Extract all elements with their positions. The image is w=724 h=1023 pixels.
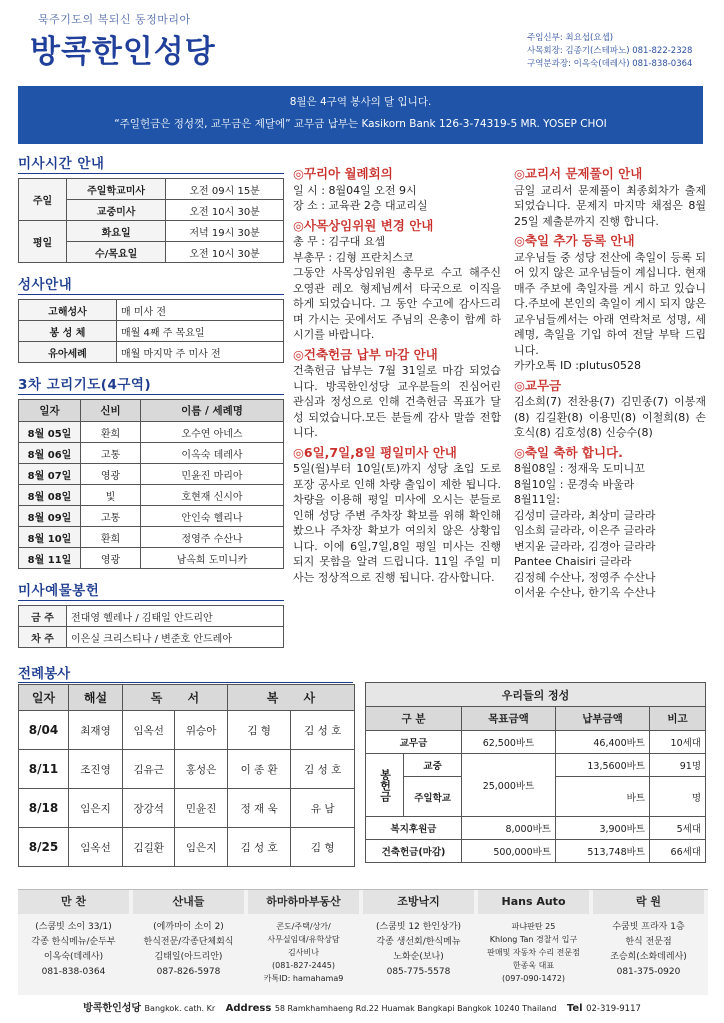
footer-address-label: Address xyxy=(225,1003,272,1014)
staff-line: 구역분과장: 이옥숙(데레사) 081-838-0364 xyxy=(527,59,693,69)
giving-target: 25,000바트 xyxy=(462,754,556,817)
middle-column xyxy=(293,162,501,589)
notice-text: 그동안 사목상임위원 총무로 수고 해주신 오영관 레오 형제님께서 타국으로 이직을 하게 되었습니다. 그 동안 수고에 감사드리며 가시는 곳에서도 주님의 은총이 함께 하시기를 바랍니다. xyxy=(293,266,501,341)
ad-name: 하마하마부동산 xyxy=(248,890,359,914)
notice-text: 일 시 : 8월04일 오전 9시 xyxy=(293,183,417,197)
notice-text: 부총무 : 김형 프란치스코 xyxy=(293,250,414,264)
subtitle: 묵주기도의 복되신 동정마리아 xyxy=(38,13,191,26)
rosary-date: 8월 09일 xyxy=(19,506,81,527)
giving-paid: 513,748바트 xyxy=(556,840,650,863)
ad-line: 수쿰빗 프라자 1층 xyxy=(612,922,685,932)
schedule-row xyxy=(19,828,355,867)
sacrament-title: 성사안내 xyxy=(18,273,284,295)
notice-text: 김정혜 수산나, 정영주 수산나 xyxy=(514,570,656,584)
schedule-header-part: 사 xyxy=(303,691,316,705)
schedule-header xyxy=(227,685,354,711)
staff-line: 주임신부: 최요섭(요셉) xyxy=(527,33,614,43)
sacrament-name: 유아세례 xyxy=(19,342,117,363)
notice-title: ◎축일 축하 합니다. xyxy=(514,444,623,460)
banner-line: 8월은 4구역 봉사의 달 입니다. xyxy=(289,96,432,108)
rosary-person: 호현재 신시아 xyxy=(141,485,284,506)
ad-line: (에까마이 소이 2) xyxy=(153,922,224,932)
schedule-commentator: 최재영 xyxy=(69,711,123,750)
notice-title: ◎축일 추가 등록 안내 xyxy=(514,233,635,248)
giving-note: 10세대 xyxy=(650,731,706,754)
rosary-mystery: 고통 xyxy=(81,506,141,527)
schedule-header-part: 서 xyxy=(187,691,200,705)
schedule-reader: 민윤진 xyxy=(175,789,227,828)
rosary-date: 8월 07일 xyxy=(19,464,81,485)
rosary-mystery: 환희 xyxy=(81,527,141,548)
mass-time: 오전 09시 15분 xyxy=(166,179,284,200)
notice-text: 총 무 : 김구대 요셉 xyxy=(293,235,386,248)
rosary-mystery: 빛 xyxy=(81,485,141,506)
rosary-date: 8월 11일 xyxy=(19,548,81,569)
rosary-mystery: 영광 xyxy=(81,464,141,485)
rosary-row xyxy=(19,443,284,464)
ad-line: 노화순(보나) xyxy=(393,952,444,962)
rosary-header: 일자 xyxy=(19,400,81,422)
ad-block xyxy=(478,890,589,996)
notice-banner xyxy=(18,86,703,144)
schedule-server: 김 성 호 xyxy=(291,711,355,750)
rosary-header: 이름 / 세례명 xyxy=(141,400,284,422)
ad-line: 김태일(아드리안) xyxy=(154,952,223,962)
schedule-reader: 임옥선 xyxy=(123,711,175,750)
schedule-server: 정 재 욱 xyxy=(227,789,291,828)
ad-line: 카톡ID: hamahama9 xyxy=(263,974,344,983)
schedule-commentator: 임은지 xyxy=(69,789,123,828)
schedule-reader: 위승아 xyxy=(175,711,227,750)
giving-note: 5세대 xyxy=(650,817,706,840)
schedule-header: 해설 xyxy=(69,685,123,711)
giving-header: 비고 xyxy=(650,707,706,731)
ad-line: 김사비나 xyxy=(288,948,319,957)
page-title: 방콕한인성당 xyxy=(30,34,216,70)
ad-name: 락 원 xyxy=(593,890,704,914)
ad-line: 081-838-0364 xyxy=(41,967,106,977)
ad-line: 각종 생선회/한식메뉴 xyxy=(376,937,461,947)
offertory-label: 차 주 xyxy=(19,627,67,648)
giving-title: 우리들의 정성 xyxy=(366,683,706,707)
notice-text: 김소희(7) 전찬용(7) 김민종(7) 이봉재(8) 김길환(8) 이용민(8) 이철희(8) 손호식(8) 김호성(8) 신승수(8) xyxy=(514,395,706,439)
giving-target: 8,000바트 xyxy=(462,817,556,840)
giving-target: 500,000바트 xyxy=(462,840,556,863)
rosary-date: 8월 06일 xyxy=(19,443,81,464)
ad-line: 판매및 자동차 수리 전문점 xyxy=(487,948,580,957)
notice-title: ◎6일,7일,8일 평일미사 안내 xyxy=(293,444,457,460)
giving-header: 납부금액 xyxy=(556,707,650,731)
rosary-row xyxy=(19,548,284,569)
rosary-row xyxy=(19,527,284,548)
ad-name: Hans Auto xyxy=(478,890,589,914)
notice-text: 변지윤 글라라, 김경아 글라라 xyxy=(514,539,656,553)
left-column xyxy=(18,152,284,648)
ad-line: 콘도/주택/상가/ xyxy=(276,922,331,931)
rosary-mystery: 고통 xyxy=(81,443,141,464)
footer-site: Bangkok. cath. Kr xyxy=(144,1004,216,1013)
giving-paid: 13,5600바트 xyxy=(556,754,650,777)
ad-line: 이옥숙(데레사) xyxy=(43,952,104,962)
ad-line: 087-826-5978 xyxy=(156,967,221,977)
rosary-mystery: 환희 xyxy=(81,422,141,443)
rosary-person: 이옥숙 데레사 xyxy=(141,443,284,464)
ad-block xyxy=(18,890,129,996)
notice-text: 교우님들 중 성당 전산에 축일이 등록 되어 있지 않은 교우님들이 계십니다. 현재 매주 주보에 축일자를 게시 하고 있습니다.주보에 본인의 축일이 게시 되지 않은 교우님들께서는 아래 연락처로 성명, 세례명, 축일을 기입 하여 전달 부탁 드립니다. xyxy=(514,250,706,357)
ad-line: 조승희(소화데레사) xyxy=(610,952,687,962)
footer-name: 방콕한인성당 xyxy=(83,1003,142,1014)
mass-name: 주일학교미사 xyxy=(67,179,166,200)
ad-line: 사무실임대/유학상담 xyxy=(267,935,340,944)
giving-target: 62,500바트 xyxy=(462,731,556,754)
rosary-person: 민윤진 마리아 xyxy=(141,464,284,485)
notice-text: 장 소 : 교육관 2층 대교리실 xyxy=(293,199,428,212)
notice-title: ◎교리서 문제풀이 안내 xyxy=(514,166,643,181)
schedule-commentator: 조진영 xyxy=(69,750,123,789)
schedule-row xyxy=(19,789,355,828)
ad-line: (081-827-2445) xyxy=(272,961,335,970)
rosary-row xyxy=(19,422,284,443)
notice-text: 건축헌금 납부는 7월 31일로 마감 되었습니다. 방콕한인성당 교우분들의 진심어린 관심과 정성으로 인해 건축헌금 목표가 달성 되었습니다.모든 분들께 감사 말씀 전합니다. xyxy=(293,364,501,439)
giving-category: 교무금 xyxy=(366,731,462,754)
schedule-server: 김 형 xyxy=(291,828,355,867)
rosary-table xyxy=(18,399,284,569)
schedule-server: 이 종 환 xyxy=(227,750,291,789)
notice-title: ◎사목상임위원 변경 안내 xyxy=(293,217,434,233)
schedule-header xyxy=(123,685,228,711)
rosary-row xyxy=(19,464,284,485)
schedule-commentator: 임옥선 xyxy=(69,828,123,867)
giving-note: 66세대 xyxy=(650,840,706,863)
giving-category: 복지후원금 xyxy=(366,817,462,840)
ad-line: Khlong Tan 경찰서 입구 xyxy=(489,935,578,944)
ad-block xyxy=(363,890,474,996)
ad-line: 파냐판탄 25 xyxy=(511,922,556,931)
rosary-date: 8월 05일 xyxy=(19,422,81,443)
rosary-row xyxy=(19,485,284,506)
sacrament-name: 봉 성 체 xyxy=(19,321,117,342)
sacrament-table xyxy=(18,299,284,363)
rosary-person: 안인숙 헬리나 xyxy=(141,506,284,527)
rosary-person: 정영주 수산나 xyxy=(141,527,284,548)
ad-line: 한식 전문점 xyxy=(625,937,672,947)
ad-line: (스쿰빗 소이 33/1) xyxy=(35,922,112,932)
giving-paid: 46,400바트 xyxy=(556,731,650,754)
mass-time: 오전 10시 30분 xyxy=(166,200,284,221)
schedule-header-part: 독 xyxy=(150,691,163,705)
ad-line: 081-375-0920 xyxy=(616,967,681,977)
notice-text: Pantee Chaisiri 글라라 xyxy=(514,555,632,568)
mass-group: 평일 xyxy=(19,221,67,263)
mass-name: 화요일 xyxy=(67,221,166,242)
offertory-names: 이은실 크리스티나 / 변준호 안드레아 xyxy=(67,627,284,648)
schedule-server: 김 성 호 xyxy=(227,828,291,867)
schedule-reader: 김유근 xyxy=(123,750,175,789)
offertory-label: 금 주 xyxy=(19,606,67,627)
schedule-row xyxy=(19,711,355,750)
notice-text: 금일 교리서 문제풀이 최종회차가 출제 되었습니다. 문제지 마지막 채점은 8월25일 제출분까지 진행 합니다. xyxy=(514,183,706,228)
notice-title: ◎교무금 xyxy=(514,377,562,393)
schedule-reader: 김길환 xyxy=(123,828,175,867)
ad-line: 한종욱 대표 xyxy=(512,961,555,970)
rosary-mystery: 영광 xyxy=(81,548,141,569)
sacrament-desc: 매월 4째 주 목요일 xyxy=(117,321,284,342)
schedule-header: 일자 xyxy=(19,685,69,711)
mass-time: 저녁 19시 30분 xyxy=(166,221,284,242)
schedule-date: 8/25 xyxy=(19,828,69,867)
ad-block xyxy=(133,890,244,996)
rosary-date: 8월 10일 xyxy=(19,527,81,548)
giving-category: 주일학교 xyxy=(404,777,462,817)
mass-table xyxy=(18,178,284,263)
schedule-reader: 임은지 xyxy=(175,828,227,867)
rosary-header: 신비 xyxy=(81,400,141,422)
rosary-date: 8월 08일 xyxy=(19,485,81,506)
schedule-table xyxy=(18,684,355,867)
mass-name: 수/목요일 xyxy=(67,242,166,263)
schedule-reader: 홍성은 xyxy=(175,750,227,789)
giving-note: 91명 xyxy=(650,754,706,777)
ad-block xyxy=(248,890,359,996)
offertory-names: 전대영 헬레나 / 김태일 안드리안 xyxy=(67,606,284,627)
ad-line: 각종 한식메뉴/순두부 xyxy=(31,937,116,947)
mass-title: 미사시간 안내 xyxy=(18,152,284,174)
banner-line: “주일헌금은 정성껏, 교무금은 제달에” 교무금 납부는 Kasikorn Bank 126-3-74319-5 MR. YOSEP CHOI xyxy=(114,118,607,130)
schedule-server: 유 남 xyxy=(291,789,355,828)
offertory-table xyxy=(18,605,284,648)
notice-text: 8월08일 : 정재욱 도미니꼬 xyxy=(514,462,645,475)
giving-table xyxy=(365,682,706,863)
schedule-row xyxy=(19,750,355,789)
giving-category: 건축헌금(마감) xyxy=(366,840,462,863)
ad-line: (스쿰빗 12 한인상가) xyxy=(375,922,462,932)
offertory-title: 미사예물봉헌 xyxy=(18,579,284,601)
notice-text: 김성미 글라라, 최상미 글라라 xyxy=(514,508,656,522)
ads-strip xyxy=(18,889,708,995)
mass-name: 교중미사 xyxy=(67,200,166,221)
schedule-date: 8/04 xyxy=(19,711,69,750)
footer-address: 58 Ramkhamhaeng Rd.22 Huamak Bangkapi Bangkok 10240 Thailand xyxy=(274,1004,557,1013)
mass-group: 주일 xyxy=(19,179,67,221)
schedule-date: 8/18 xyxy=(19,789,69,828)
ad-line: 085-775-5578 xyxy=(386,967,451,977)
staff-line: 사목회장: 김종기(스테파노) 081-822-2328 xyxy=(527,46,693,56)
notice-text: 5일(월)부터 10일(토)까지 성당 초입 도로 포장 공사로 인해 차량 출입이 제한 됩니다. 차량을 이용해 평일 미사에 오시는 분들로 인해 성당 주변 주차장 확보를 위해 확인해 봤으나 주차장 확보가 여의치 않은 상황입니다. 이에 6일,7일,8일 평일 미사는 진행 되지 못함을 알려 드립니다. 11일 주일 미사는 정상적으로 진행 됩니다. 감사합니다. xyxy=(293,462,501,584)
footer-tel-label: Tel xyxy=(566,1003,583,1014)
giving-category: 교중 xyxy=(404,754,462,777)
rosary-row xyxy=(19,506,284,527)
notice-text: 이서윤 수산나, 한기옥 수산나 xyxy=(514,586,656,599)
mass-time: 오전 10시 30분 xyxy=(166,242,284,263)
right-column xyxy=(514,162,706,605)
ad-name: 산내들 xyxy=(133,890,244,914)
notice-text: 8월11일: xyxy=(514,493,560,506)
notice-text: 카카오톡 ID :plutus0528 xyxy=(514,359,641,372)
giving-note: 명 xyxy=(650,777,706,817)
giving-paid: 바트 xyxy=(556,777,650,817)
schedule-header-part: 복 xyxy=(266,691,279,705)
notice-text: 8월10일 : 문경숙 바울라 xyxy=(514,477,635,491)
notice-title: ◎건축헌금 납부 마감 안내 xyxy=(293,346,438,362)
rosary-person: 오수연 아네스 xyxy=(141,422,284,443)
footer xyxy=(0,999,724,1014)
sacrament-desc: 매 미사 전 xyxy=(117,300,284,321)
giving-header: 구 분 xyxy=(366,707,462,731)
ad-name: 조방낙지 xyxy=(363,890,474,914)
schedule-server: 김 성 호 xyxy=(291,750,355,789)
giving-paid: 3,900바트 xyxy=(556,817,650,840)
rosary-person: 남옥희 도미니카 xyxy=(141,548,284,569)
sacrament-name: 고해성사 xyxy=(19,300,117,321)
rosary-title: 3차 고리기도(4구역) xyxy=(18,373,284,395)
schedule-server: 김 형 xyxy=(227,711,291,750)
ad-name: 만 찬 xyxy=(18,890,129,914)
schedule-title: 전례봉사 xyxy=(18,662,353,683)
notice-title: ◎꾸리아 월례회의 xyxy=(293,166,393,181)
schedule-reader: 장강석 xyxy=(123,789,175,828)
schedule-date: 8/11 xyxy=(19,750,69,789)
ad-line: 한식전문/각종단체회식 xyxy=(143,937,234,947)
sacrament-desc: 매월 마지막 주 미사 전 xyxy=(117,342,284,363)
footer-tel: 02-319-9117 xyxy=(586,1004,641,1014)
ad-line: (097-090-1472) xyxy=(502,974,565,983)
notice-text: 임소희 글라라, 이은주 글라라 xyxy=(514,524,656,537)
ad-block xyxy=(593,890,704,996)
giving-header: 목표금액 xyxy=(462,707,556,731)
giving-group-label: 봉헌금 xyxy=(366,754,404,817)
